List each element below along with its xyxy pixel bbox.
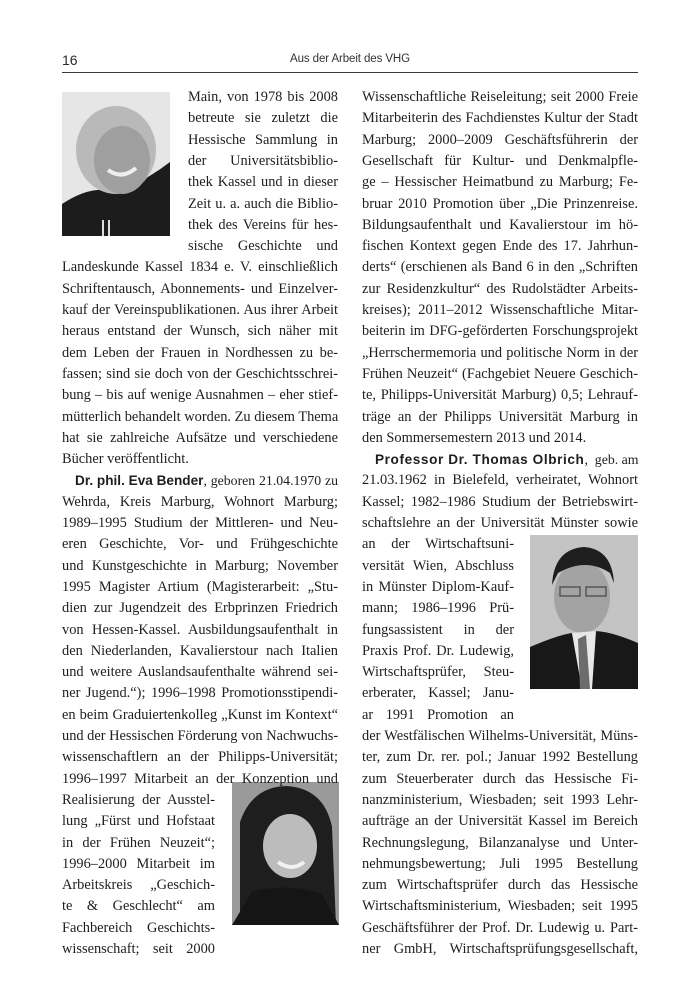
text-line: nehmungsbewertung; Juli 1995 Bestellung [362, 855, 638, 872]
text-line: thek Kassel und in dieser [188, 174, 338, 191]
page-number: 16 [62, 52, 78, 68]
text-line: erberater, Kassel; Janu- [362, 685, 514, 702]
text-line: Praxis Prof. Dr. Ludewig, [362, 642, 514, 659]
text-line: Landeskunde Kassel 1834 e. V. einschließlich [62, 259, 338, 276]
text-line: 1996–2000 Mitarbeit im [62, 855, 215, 872]
text-line: aufträge an der Universität Kassel im Bereich [362, 813, 638, 830]
text-line: 1995 Magister Artium (Magisterarbeit: „Stu- [62, 578, 338, 595]
text-line: Main, von 1978 bis 2008 [188, 89, 338, 105]
text-line: bung – bis auf wenige Ausnahmen – eher stief- [62, 387, 338, 404]
text-line: Hessische Sammlung in [188, 131, 338, 148]
text-line: thek des Vereins für hes- [188, 216, 338, 233]
text-line: dien zur Jugendzeit des Erbprinzen Friedrich [62, 600, 338, 617]
text-line: dem Leben der Frauen in Nordhessen zu be- [62, 344, 338, 361]
text-line: in Münster Diplom-Kauf- [362, 578, 514, 595]
olbrich-intro: , geb. am [584, 452, 639, 468]
text-line: te, Philipps-Universität Marburg) 0,5; Lehrauf- [362, 387, 638, 404]
text-line: Bildungsaufenthalt und Kavalierstour im hö- [362, 216, 638, 233]
text-line: der Westfälischen Wilhelms-Universität, Müns- [362, 728, 638, 744]
text-line: träge an der Philipps Universität Marburg in [362, 408, 638, 425]
text-line: Marburg; 2000–2009 Geschäftsführerin der [362, 131, 638, 148]
text-line: Wissenschaftliche Reiseleitung; seit 2000 Freie [362, 89, 638, 105]
text-line: Wirtschaftsministerium, Wiesbaden; seit 1995 [362, 898, 638, 915]
text-line [375, 449, 638, 470]
text-line: schaftslehre an der Universität Münster sowie [362, 515, 638, 531]
text-line: Frühen Neuzeit“ (Fachgebiet Neuere Geschich- [362, 365, 638, 382]
text-line: lung „Fürst und Hofstaat [62, 813, 215, 830]
text-line: te & Geschlecht“ am [62, 898, 215, 915]
text-line: Geschäftsführer der Prof. Dr. Ludewig u. Part- [362, 919, 638, 936]
text-line: Wirtschaftsprüfer, Steu- [362, 664, 514, 681]
header-rule [62, 72, 638, 73]
text-line: heraus entstand der Wunsch, sich näher mit [62, 323, 338, 340]
running-title: Aus der Arbeit des VHG [290, 53, 410, 65]
text-line: fassen; sind sie doch von der Geschichtsschrei- [62, 365, 338, 382]
text-line: mütterlich behandelt worden. Zu diesem Thema [62, 408, 339, 425]
text-line: 1996–1997 Mitarbeit an der Konzeption und [62, 770, 338, 787]
text-line: in der Frühen Neuzeit“; [62, 834, 215, 851]
text-line: beiterin im DFG-geförderten Forschungsprojekt [362, 323, 638, 340]
text-line: zum Steuerberater durch das Hessische Fi- [362, 770, 638, 787]
text-line: und weitere Auslandsaufenthalte während sei- [62, 664, 338, 681]
text-line: derts“ (erschienen als Band 6 in den „Schriften [362, 259, 638, 276]
text-line: kreises); 2011–2012 Wissenschaftliche Mitar- [362, 302, 638, 318]
text-line: Arbeitskreis „Geschich- [62, 877, 215, 894]
text-line: wissenschaft; seit 2000 [62, 941, 215, 957]
text-line: kauf der Vereinspublikationen. Aus ihrer Arbeit [62, 302, 338, 318]
text-line: Kassel; 1982–1986 Studium der Betriebswirt- [362, 493, 638, 510]
portrait-photo-3 [530, 535, 638, 689]
text-line: mann; 1986–1996 Prü- [362, 600, 514, 617]
text-line: ner GmbH, Wirtschaftsprüfungsgesellschaft, [362, 941, 638, 957]
text-line: wissenschaftlern an der Philipps-Universität; [62, 749, 338, 766]
text-line: von Hessen-Kassel. Ausbildungsaufenthalt in [62, 621, 338, 638]
text-line: 1989–1995 Studium der Mittleren- und Neu- [62, 515, 338, 531]
text-line: zur Residenzkultur“ des Rudolstädter Arbeits- [362, 280, 638, 297]
text-line: zum Wirtschaftsprüfer durch das Hessische [362, 877, 638, 894]
text-line: fischen Kontext gegen Ende des 17. Jahrhun- [362, 238, 638, 255]
text-line: ner Jugend.“); 1996–1998 Promotionsstipendi- [62, 685, 338, 702]
text-line: ar 1991 Promotion an [362, 706, 514, 723]
text-line: den Sommersemestern 2013 und 2014. [362, 429, 587, 446]
text-line: hat sie zahlreiche Aufsätze und verschiedene [62, 429, 338, 446]
portrait-photo-2 [232, 782, 339, 925]
text-line: und Kunstgeschichte in Marburg; November [62, 557, 338, 574]
text-line: „Herrschermemoria und politische Norm in der [362, 344, 638, 361]
text-line: den Niederlanden, Kavalierstour nach Italien [62, 642, 338, 659]
text-line: ter, zum Dr. rer. pol.; Januar 1992 Bestellung [362, 749, 638, 766]
text-line: und der Hessischen Förderung von Nachwuchs- [62, 728, 339, 744]
text-line: der Universitätsbiblio- [188, 152, 338, 169]
text-line: betreute sie zuletzt die [188, 110, 338, 127]
text-line: versität Wien, Abschluss [362, 557, 514, 574]
text-line: Rechnungslegung, Bilanzanalyse und Unter- [362, 834, 638, 851]
text-line: en beim Graduiertenkolleg „Kunst im Kontext“ [62, 706, 338, 723]
person-name-bender: Dr. phil. Eva Bender [75, 473, 204, 489]
text-line: Gesellschaft für Kultur- und Denkmalpfle- [362, 152, 638, 169]
text-line: 21.03.1962 in Bielefeld, verheiratet, Wohnort [362, 472, 638, 489]
text-line: ge – Hessischer Heimatbund zu Marburg; Fe- [362, 174, 638, 191]
text-line [75, 470, 338, 491]
text-line: Zeit u. a. auch die Biblio- [188, 195, 338, 212]
text-line: Bücher veröffentlicht. [62, 451, 189, 468]
portrait-photo-1 [62, 92, 170, 236]
text-line: sische Geschichte und [188, 238, 338, 255]
text-line: Realisierung der Ausstel- [62, 791, 215, 808]
text-line: eren Geschichte, Vor- und Frühgeschichte [62, 536, 338, 553]
text-line: Wehrda, Kreis Marburg, Wohnort Marburg; [62, 493, 338, 510]
bender-intro: , geboren 21.04.1970 zu [203, 473, 338, 489]
text-line: Schriftentausch, Abonnements- und Einzelver- [62, 280, 338, 297]
text-line: an der Wirtschaftsuni- [362, 536, 514, 553]
text-line: fungsassistent in der [362, 621, 514, 638]
text-line: nanzministerium, Wiesbaden; seit 1993 Lehr- [362, 791, 638, 808]
text-line: Fachbereich Geschichts- [62, 919, 215, 936]
text-line: Mitarbeiterin des Fachdienstes Kultur der Stadt [362, 110, 638, 127]
person-name-olbrich: Professor Dr. Thomas Olbrich [375, 452, 585, 468]
text-line: bruar 2010 Promotion über „Die Prinzenreise. [362, 195, 638, 212]
